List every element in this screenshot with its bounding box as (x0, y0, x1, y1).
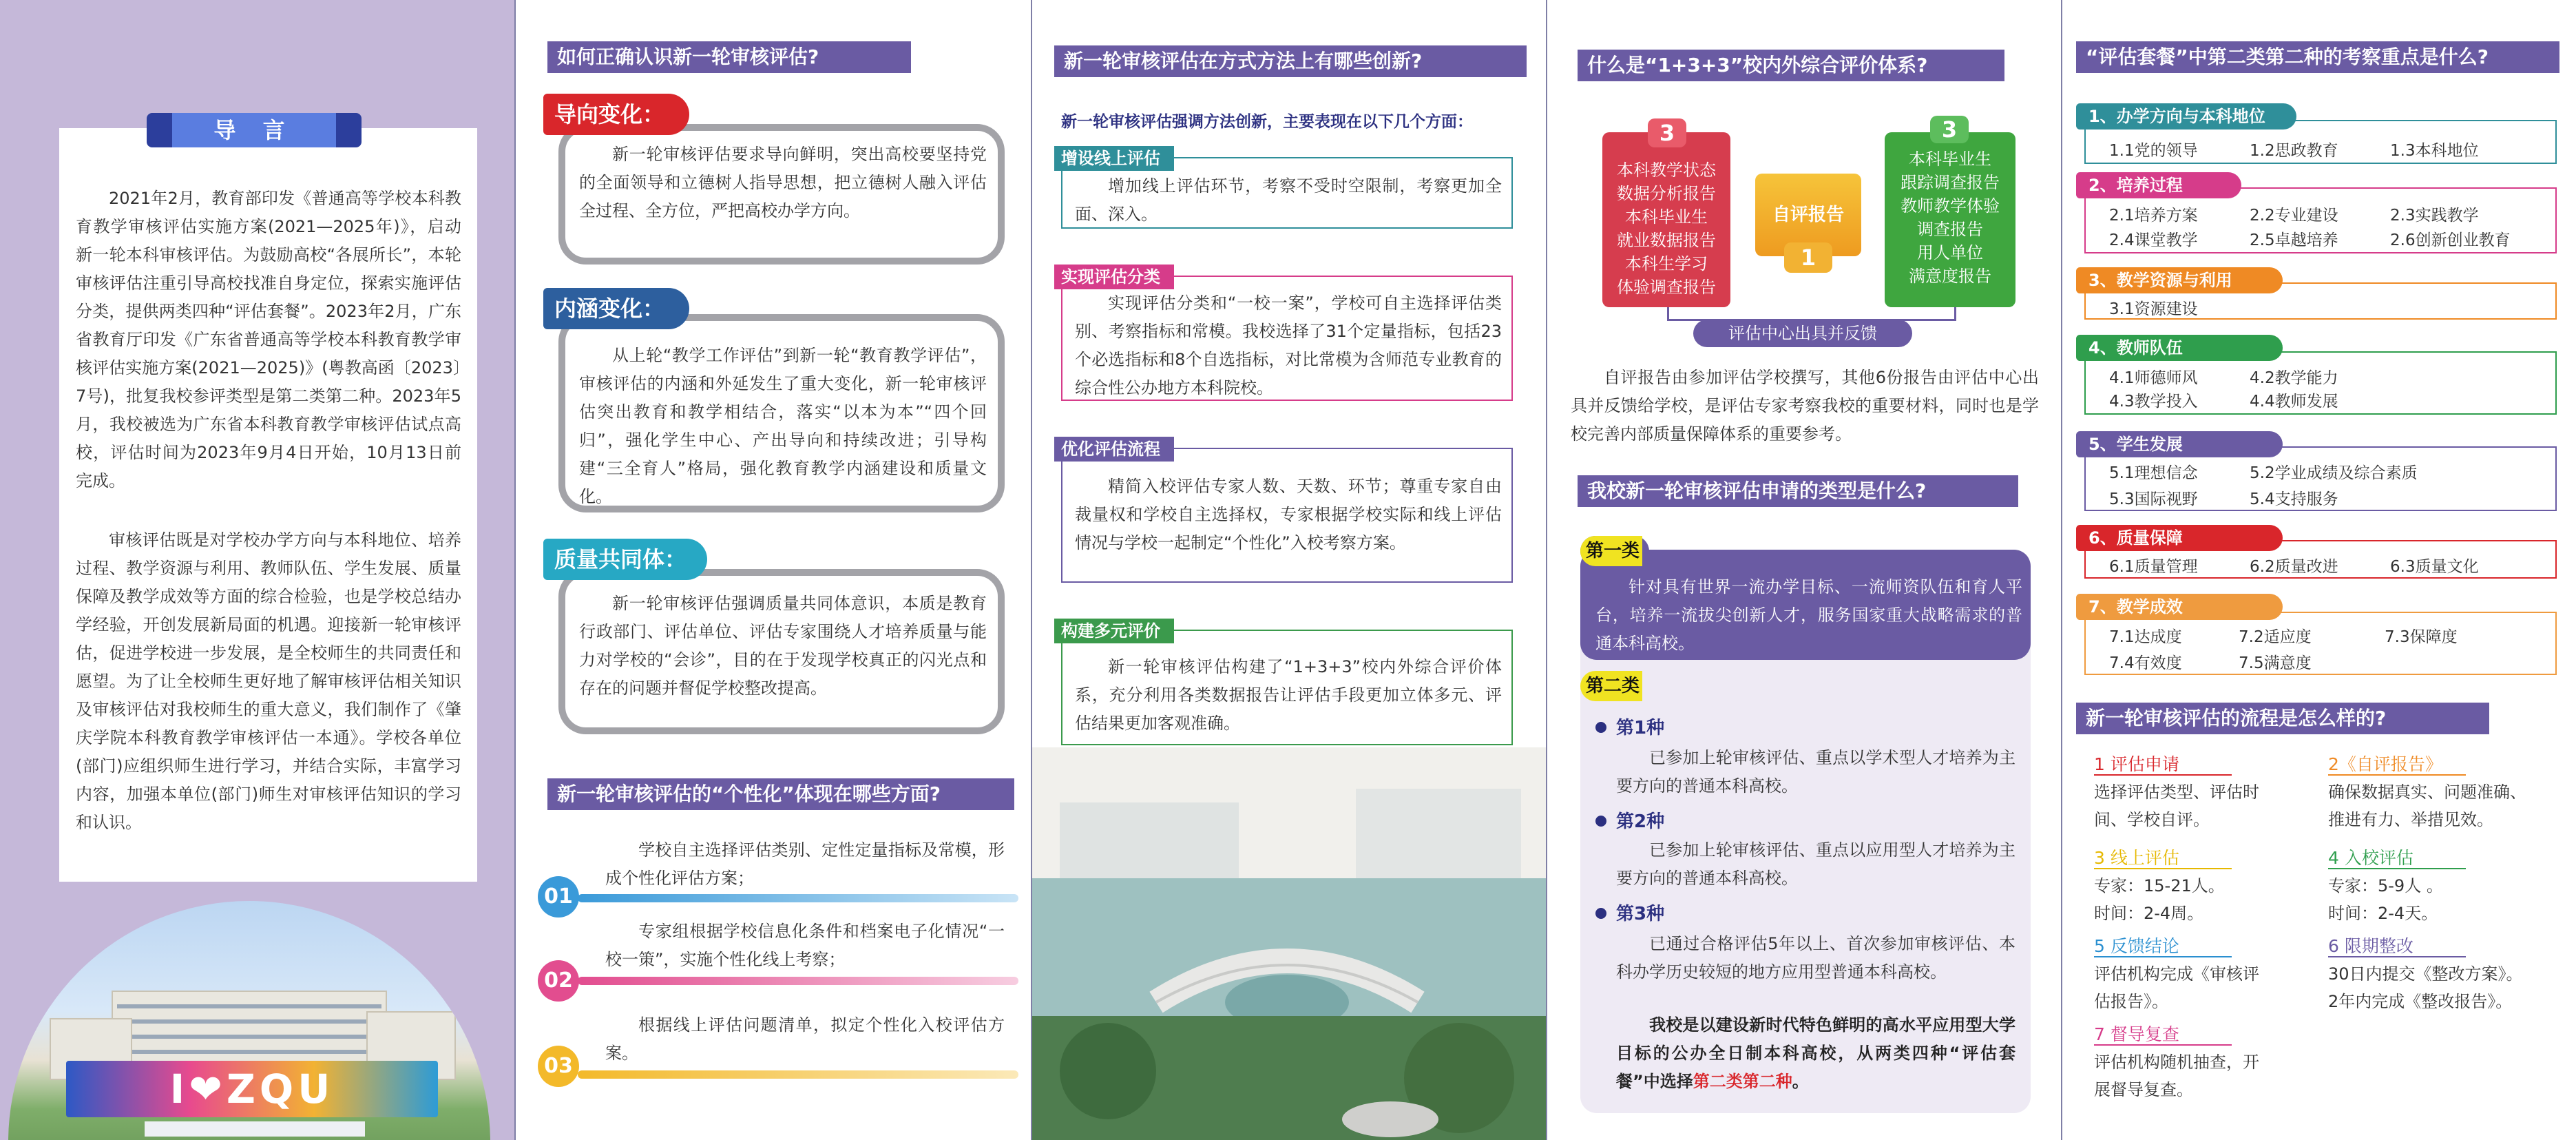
step-6-desc (2328, 960, 2562, 1015)
item-number-1: 01 (538, 876, 579, 918)
panel-understanding (516, 0, 1031, 1140)
green-report-line-5: 用人单位 (1917, 243, 1983, 262)
focus-item-4-1: 4.1师德师风 (2109, 369, 2198, 387)
kind2-name: 第2种 (1616, 811, 1665, 832)
step-5-title: 5 反馈结论 (2094, 936, 2179, 956)
type1-badge-label: 第一类 (1580, 536, 1642, 566)
focus-item-6-1: 6.1质量管理 (2109, 558, 2198, 576)
kind1-name: 第1种 (1616, 718, 1665, 738)
step-1-line-2: 间、学校自评。 (2094, 810, 2210, 829)
step-3-title: 3 线上评估 (2094, 848, 2179, 868)
step-4-line-2: 时间：2-4天。 (2328, 904, 2438, 923)
red-report-line-5: 本科生学习 (1625, 254, 1708, 273)
red-report-line-3: 本科毕业生 (1625, 207, 1708, 227)
focus-item-7-2: 7.2适应度 (2239, 628, 2312, 646)
item-text-1: 学校自主选择评估类别、定性定量指标及常模，形成个性化评估方案； (605, 840, 1005, 888)
classification-tag: 实现评估分类 (1054, 265, 1174, 289)
step-1-desc (2094, 778, 2321, 833)
kind3-name: 第3种 (1616, 904, 1665, 924)
kind2-dot (1595, 816, 1606, 827)
focus-tag-6: 6、质量保障 (2076, 525, 2283, 551)
step-6-title: 6 限期整改 (2328, 936, 2413, 956)
step-2-line-1: 确保数据真实、问题准确、 (2328, 783, 2526, 802)
focus-item-5-1: 5.1理想信念 (2109, 464, 2198, 482)
step-7-desc (2094, 1048, 2321, 1103)
step-2-title: 2《自评报告》 (2328, 754, 2442, 774)
evaluation-text: 新一轮审核评估构建了“1+3+3”校内外综合评价体系，充分利用各类数据报告让评估手段更加立体多元、评估结果更加客观准确。 (1075, 657, 1502, 733)
focus-item-7-4: 7.4有效度 (2109, 654, 2182, 672)
focus-tag-7: 7、教学成效 (2076, 594, 2283, 620)
section-title-innovation: 新一轮审核评估在方式方法上有哪些创新? (1054, 45, 1527, 77)
step-3-desc (2094, 872, 2321, 927)
focus-item-1-2: 1.2思政教育 (2250, 142, 2338, 160)
focus-tag-1: 1、办学方向与本科地位 (2076, 103, 2296, 129)
focus-item-5-3: 5.3国际视野 (2109, 490, 2198, 508)
step-4-desc (2328, 872, 2562, 927)
step-7-line-2: 展督导复查。 (2094, 1080, 2193, 1099)
green-report-box (1885, 132, 2015, 307)
step-5-line-2: 估报告》。 (2094, 992, 2168, 1011)
system-description: 自评报告由参加评估学校撰写，其他6份报告由评估中心出具并反馈给学校，是评估专家考察我校的重要材料，同时也是学校完善内部质量保障体系的重要参考。 (1571, 368, 2039, 444)
type-conclusion (1616, 1011, 2015, 1096)
item-number-2: 02 (538, 960, 579, 1002)
item-text-3: 根据线上评估问题清单，拟定个性化入校评估方案。 (605, 1015, 1005, 1063)
green-report-line-3: 教师教学体验 (1900, 196, 2000, 216)
type-conclusion-highlight: 第二类第二种 (1693, 1072, 1792, 1091)
step-3-line-1: 专家：15-21人。 (2094, 876, 2225, 895)
kind3-dot (1595, 908, 1606, 919)
type2-badge-label: 第二类 (1580, 671, 1642, 701)
kind1-dot (1595, 722, 1606, 733)
step-2-desc (2328, 778, 2562, 833)
focus-item-4-2: 4.2教学能力 (2250, 369, 2338, 387)
step-6-line-2: 2年内完成《整改报告》。 (2328, 992, 2513, 1011)
kind2-text: 已参加上轮审核评估、重点以应用型人才培养为主要方向的普通本科高校。 (1616, 840, 2015, 888)
red-report-line-1: 本科教学状态 (1617, 160, 1716, 180)
type1-text: 针对具有世界一流办学目标、一流师资队伍和育人平台，培养一流拔尖创新人才，服务国家重大战略需求的普通本科高校。 (1595, 577, 2022, 653)
process-tag: 优化评估流程 (1054, 437, 1174, 462)
section-title-understanding: 如何正确认识新一轮审核评估? (547, 41, 911, 73)
step-7-title: 7 督导复查 (2094, 1024, 2179, 1044)
section-title-personalization: 新一轮审核评估的“个性化”体现在哪些方面? (547, 778, 1014, 810)
step-5-underline (2094, 956, 2232, 957)
orientation-tag: 导向变化： (543, 94, 689, 135)
step-6-underline (2328, 956, 2466, 957)
step-4-underline (2328, 868, 2466, 869)
focus-item-7-5: 7.5满意度 (2239, 654, 2312, 672)
step-6-line-1: 30日内提交《整改方案》。 (2328, 964, 2523, 984)
focus-item-7-1: 7.1达成度 (2109, 628, 2182, 646)
community-tag: 质量共同体： (543, 539, 707, 580)
bridge-illustration (1032, 747, 1546, 1140)
process-text: 精简入校评估专家人数、天数、环节；尊重专家自由裁量权和学校自主选择权，专家根据学校实际和线上评估情况与学校一起制定“个性化”入校考察方案。 (1075, 477, 1502, 552)
green-report-line-1: 本科毕业生 (1909, 149, 1991, 169)
panel-intro (0, 0, 514, 1140)
step-1-title: 1 评估申请 (2094, 754, 2179, 774)
focus-item-5-4: 5.4支持服务 (2250, 490, 2338, 508)
focus-tag-5: 5、学生发展 (2076, 431, 2283, 457)
green-report-line-4: 调查报告 (1917, 220, 1983, 239)
focus-tag-3: 3、教学资源与利用 (2076, 267, 2283, 293)
evaluation-tag: 构建多元评价 (1054, 619, 1174, 643)
item-line-3 (578, 1070, 1018, 1079)
focus-item-2-6: 2.6创新创业教育 (2390, 231, 2511, 249)
focus-item-2-3: 2.3实践教学 (2390, 207, 2479, 225)
focus-item-5-2: 5.2学业成绩及综合素质 (2250, 464, 2418, 482)
focus-tag-4: 4、教师队伍 (2076, 335, 2283, 361)
focus-item-7-3: 7.3保障度 (2385, 628, 2458, 646)
intro-paragraph-2: 审核评估既是对学校办学方向与本科地位、培养过程、教学资源与利用、教师队伍、学生发展、质量保障及教学成效等方面的综合检验，也是学校总结办学经验，开创发展新局面的机遇。迎接新一轮审核评估，促进学校进一步发展，是全校师生的共同责任和愿望。为了让全校师生更好地了解审核评估相关知识及审核评估对我校师生的重大意义，我们制作了《肇庆学院本科教育教学审核评估一本通》。学校各单位(部门)应组织师生进行学习，并结合实际，丰富学习内容，加强本单位(部门)师生对审核评估知识的学习和认识。 (76, 530, 461, 832)
focus-item-2-5: 2.5卓越培养 (2250, 231, 2338, 249)
self-report-count: 1 (1784, 242, 1832, 273)
focus-item-1-1: 1.1党的领导 (2109, 142, 2198, 160)
center-feedback-label: 评估中心出具并反馈 (1693, 320, 1912, 347)
green-report-count: 3 (1930, 116, 1969, 143)
step-3-line-2: 时间：2-4周。 (2094, 904, 2204, 923)
intro-title: 导 言 (172, 113, 336, 147)
section-title-system: 什么是“1+3+3”校内外综合评价体系? (1578, 50, 2004, 81)
red-report-count: 3 (1648, 118, 1686, 147)
step-7-underline (2094, 1044, 2232, 1046)
connotation-tag: 内涵变化： (543, 288, 689, 329)
step-1-line-1: 选择评估类型、评估时 (2094, 783, 2259, 802)
connotation-text: 从上轮“教学工作评估”到新一轮“教育教学评估”，审核评估的内涵和外延发生了重大变化，新一轮审核评估突出教育和教学相结合，落实“以本为本”“四个回归”，强化学生中心、产出导向和持续改进；引导构建“三全育人”格局，强化教育教学内涵建设和质量文化。 (579, 346, 987, 506)
item-number-3: 03 (538, 1046, 579, 1087)
red-report-line-4: 就业数据报告 (1617, 231, 1716, 250)
type-conclusion-end: 。 (1792, 1072, 1809, 1091)
online-eval-text: 增加线上评估环节，考察不受时空限制，考察更加全面、深入。 (1075, 176, 1502, 224)
step-7-line-1: 评估机构随机抽查，开 (2094, 1053, 2259, 1072)
item-line-1 (578, 894, 1018, 902)
focus-item-1-3: 1.3本科地位 (2390, 142, 2479, 160)
kind3-text: 已通过合格评估5年以上、首次参加审核评估、本科办学历史较短的地方应用型普通本科高校。 (1616, 934, 2015, 982)
step-4-line-1: 专家：5-9人 。 (2328, 876, 2443, 895)
type-conclusion-text: 我校是以建设新时代特色鲜明的高水平应用型大学目标的公办全日制本科高校，从两类四种“评估套餐”中选择 (1616, 1015, 2015, 1091)
panel-system (1547, 0, 2061, 1140)
focus-tag-2: 2、培养过程 (2076, 172, 2241, 198)
intro-paragraph-1: 2021年2月，教育部印发《普通高等学校本科教育教学审核评估实施方案(2021—2025年)》，启动新一轮本科审核评估。为鼓励高校“各展所长”，本轮审核评估注重引导高校找准自身定位，探索实施评估分类，提供两类四种“评估套餐”。2023年2月，广东省教育厅印发《广东省普通高等学校本科教育教学审核评估实施方案(2021—2025)》(粤教高函〔2023〕7号)，批复我校参评类型是第二类第二种。2023年5月，我校被选为广东省本科教育教学审核评估试点高校，评估时间为2023年9月4日开始，10月13日前完成。 (76, 189, 461, 490)
kind1-text: 已参加上轮审核评估、重点以学术型人才培养为主要方向的普通本科高校。 (1616, 748, 2015, 796)
panel-focus (2062, 0, 2576, 1140)
item-line-2 (578, 977, 1018, 985)
type1-badge (1580, 536, 1649, 566)
campus-sign-base (145, 1121, 365, 1137)
red-report-line-6: 体验调查报告 (1617, 278, 1716, 297)
section-title-process: 新一轮审核评估的流程是怎么样的? (2076, 703, 2489, 734)
campus-sign: I❤ZQU (66, 1061, 438, 1117)
section-title-focus: “评估套餐”中第二类第二种的考察重点是什么? (2076, 41, 2559, 73)
red-report-line-2: 数据分析报告 (1617, 184, 1716, 203)
focus-item-4-4: 4.4教师发展 (2250, 393, 2338, 411)
step-4-title: 4 入校评估 (2328, 848, 2413, 868)
step-5-desc (2094, 960, 2321, 1015)
orientation-text: 新一轮审核评估要求导向鲜明，突出高校要坚持党的全面领导和立德树人指导思想，把立德树人融入评估全过程、全方位，严把高校办学方向。 (579, 145, 987, 220)
green-report-line-6: 满意度报告 (1909, 267, 1991, 286)
step-3-underline (2094, 868, 2232, 869)
online-eval-tag: 增设线上评估 (1054, 146, 1174, 171)
item-text-2: 专家组根据学校信息化条件和档案电子化情况“一校一策”，实施个性化线上考察； (605, 922, 1005, 969)
focus-item-3-1: 3.1资源建设 (2109, 300, 2198, 318)
type2-badge (1580, 671, 1649, 701)
focus-item-2-1: 2.1培养方案 (2109, 207, 2198, 225)
red-report-box (1602, 132, 1730, 307)
step-5-line-1: 评估机构完成《审核评 (2094, 964, 2259, 984)
focus-item-2-2: 2.2专业建设 (2250, 207, 2338, 225)
focus-item-2-4: 2.4课堂教学 (2109, 231, 2198, 249)
step-2-line-2: 推进有力、举措见效。 (2328, 810, 2493, 829)
step-2-underline (2328, 774, 2466, 776)
section-title-type: 我校新一轮审核评估申请的类型是什么? (1578, 475, 2018, 507)
focus-item-6-3: 6.3质量文化 (2390, 558, 2479, 576)
self-report-box: 自评报告 (1755, 174, 1861, 256)
bracket-line (1667, 307, 1956, 321)
campus-lake-photo (1032, 747, 1546, 1140)
classification-text: 实现评估分类和“一校一案”，学校可自主选择评估类别、考察指标和常模。我校选择了31个定量指标，包括23个必选指标和8个自选指标，对比常模为含师范专业教育的综合性公办地方本科院校。 (1075, 293, 1502, 397)
focus-item-6-2: 6.2质量改进 (2250, 558, 2338, 576)
innovation-subtitle: 新一轮审核评估强调方法创新，主要表现在以下几个方面： (1061, 113, 1473, 131)
green-report-line-2: 跟踪调查报告 (1900, 173, 2000, 192)
panel-innovation (1032, 0, 1546, 1140)
focus-item-4-3: 4.3教学投入 (2109, 393, 2198, 411)
step-1-underline (2094, 774, 2232, 776)
community-text: 新一轮审核评估强调质量共同体意识，本质是教育行政部门、评估单位、评估专家围绕人才培养质量与能力对学校的“会诊”，目的在于发现学校真正的闪光点和存在的问题并督促学校整改提高。 (579, 594, 987, 698)
